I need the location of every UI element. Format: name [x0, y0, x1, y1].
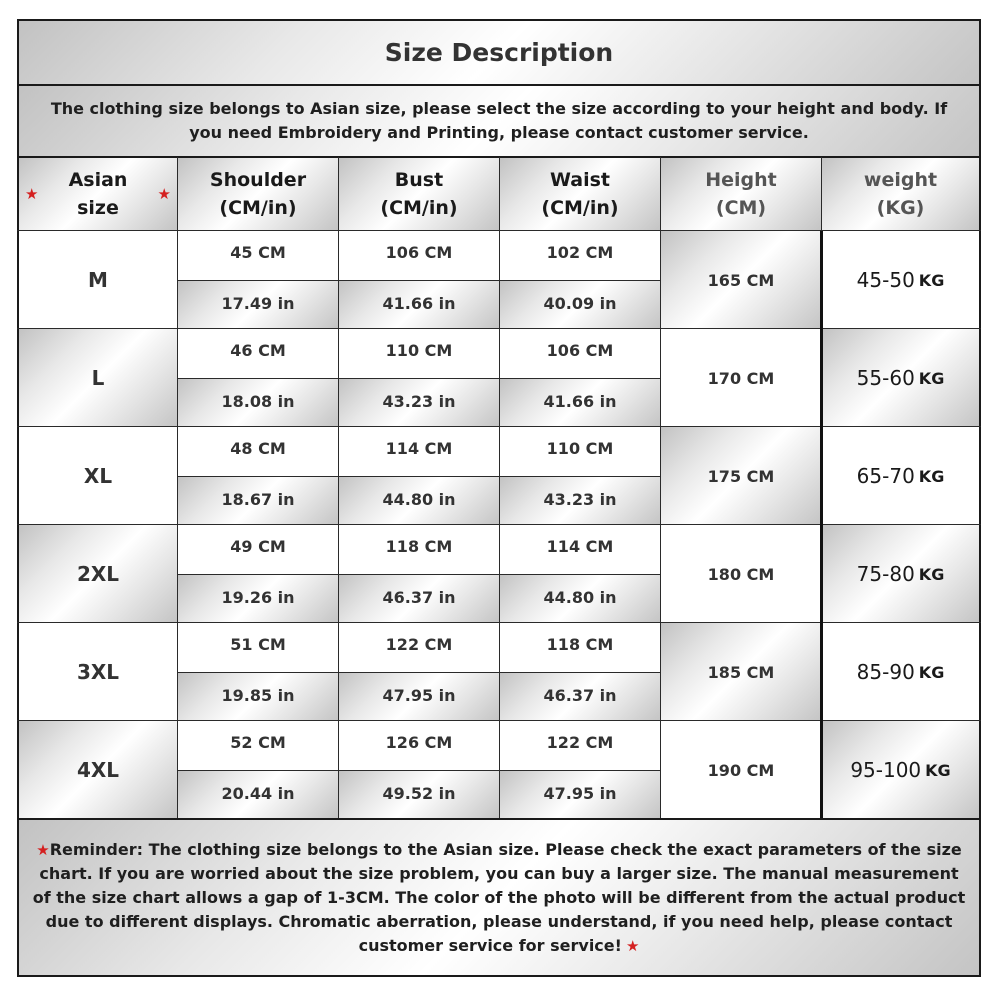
header-shoulder [178, 158, 338, 230]
size-label: XL [19, 427, 177, 525]
bust-in: 43.23 in [339, 378, 499, 427]
weight-range: 45-50 [856, 268, 915, 292]
reminder-text: Reminder: The clothing size belongs to the Asian size. Please check the exact parameters of the size chart. If you are worried about the size problem, you can buy a larger size. The manual measurement of the size chart allows a gap of 1-3CM. The color of the photo will be different from the actual product due to different displays. Chromatic aberration, please understand, if you need help, please contact customer service for service! [32, 839, 966, 955]
bust-cm: 106 CM [339, 231, 499, 280]
bust-in: 41.66 in [339, 280, 499, 329]
header-shoulder-label: Shoulder [209, 169, 307, 191]
weight-value [822, 525, 979, 623]
header-weight-unit: (KG) [876, 197, 925, 219]
shoulder-cm: 49 CM [178, 525, 338, 574]
column-divider [499, 157, 500, 819]
weight-range: 55-60 [856, 366, 915, 390]
header-height-unit: (CM) [715, 197, 767, 219]
waist-in: 44.80 in [500, 574, 660, 623]
height-value: 170 CM [661, 329, 821, 427]
star-icon: ★ [25, 185, 39, 203]
header-bust-label: Bust [394, 169, 444, 191]
header-bust-unit: (CM/in) [380, 197, 458, 219]
shoulder-cm: 48 CM [178, 427, 338, 476]
bust-in: 49.52 in [339, 770, 499, 819]
column-divider [821, 157, 822, 231]
waist-cm: 110 CM [500, 427, 660, 476]
bust-cm: 110 CM [339, 329, 499, 378]
weight-value [822, 329, 979, 427]
shoulder-in: 18.67 in [178, 476, 338, 525]
header-bust [339, 158, 499, 230]
weight-range: 65-70 [856, 464, 915, 488]
size-label: 4XL [19, 721, 177, 819]
bust-cm: 126 CM [339, 721, 499, 770]
waist-cm: 122 CM [500, 721, 660, 770]
size-label: M [19, 231, 177, 329]
column-divider [660, 157, 661, 819]
shoulder-cm: 52 CM [178, 721, 338, 770]
bust-cm: 118 CM [339, 525, 499, 574]
waist-in: 43.23 in [500, 476, 660, 525]
weight-unit: KG [918, 270, 945, 290]
header-weight-label: weight [863, 169, 938, 191]
bust-in: 46.37 in [339, 574, 499, 623]
star-icon: ★ [36, 840, 50, 859]
half-divider [178, 672, 660, 673]
header-shoulder-unit: (CM/in) [219, 197, 297, 219]
reminder-box [19, 820, 979, 975]
waist-cm: 118 CM [500, 623, 660, 672]
weight-unit: KG [918, 662, 945, 682]
header-height [661, 158, 821, 230]
waist-in: 46.37 in [500, 672, 660, 721]
shoulder-cm: 46 CM [178, 329, 338, 378]
weight-value [822, 623, 979, 721]
weight-range: 85-90 [856, 660, 915, 684]
size-label: 2XL [19, 525, 177, 623]
header-waist [500, 158, 660, 230]
waist-in: 41.66 in [500, 378, 660, 427]
bust-cm: 122 CM [339, 623, 499, 672]
weight-value [822, 231, 979, 329]
header-weight [822, 158, 979, 230]
half-divider [178, 378, 660, 379]
shoulder-cm: 51 CM [178, 623, 338, 672]
column-divider [820, 231, 823, 819]
chart-title: Size Description [19, 21, 979, 84]
height-value: 180 CM [661, 525, 821, 623]
half-divider [178, 574, 660, 575]
bust-cm: 114 CM [339, 427, 499, 476]
waist-cm: 106 CM [500, 329, 660, 378]
intro-text: The clothing size belongs to Asian size, please select the size according to your height and body. If you need Embroidery and Printing, please contact customer service. [19, 86, 979, 156]
weight-range: 95-100 [850, 758, 922, 782]
height-value: 185 CM [661, 623, 821, 721]
star-icon: ★ [625, 936, 640, 955]
half-divider [178, 770, 660, 771]
shoulder-in: 17.49 in [178, 280, 338, 329]
bust-in: 44.80 in [339, 476, 499, 525]
shoulder-in: 20.44 in [178, 770, 338, 819]
size-label: 3XL [19, 623, 177, 721]
height-value: 165 CM [661, 231, 821, 329]
header-waist-unit: (CM/in) [541, 197, 619, 219]
shoulder-in: 19.26 in [178, 574, 338, 623]
waist-in: 40.09 in [500, 280, 660, 329]
waist-cm: 102 CM [500, 231, 660, 280]
height-value: 175 CM [661, 427, 821, 525]
header-height-label: Height [705, 169, 777, 191]
weight-value [822, 721, 979, 819]
weight-unit: KG [918, 466, 945, 486]
reminder-text-block [29, 838, 969, 958]
waist-cm: 114 CM [500, 525, 660, 574]
size-label: L [19, 329, 177, 427]
half-divider [178, 280, 660, 281]
weight-value [822, 427, 979, 525]
column-divider [338, 157, 339, 819]
weight-unit: KG [918, 564, 945, 584]
header-asian-size-label: Asian size [68, 169, 128, 219]
shoulder-in: 19.85 in [178, 672, 338, 721]
half-divider [178, 476, 660, 477]
shoulder-in: 18.08 in [178, 378, 338, 427]
weight-unit: KG [925, 760, 951, 780]
star-icon: ★ [157, 185, 171, 203]
weight-range: 75-80 [856, 562, 915, 586]
shoulder-cm: 45 CM [178, 231, 338, 280]
height-value: 190 CM [661, 721, 821, 819]
bust-in: 47.95 in [339, 672, 499, 721]
column-divider [177, 157, 178, 819]
header-waist-label: Waist [549, 169, 610, 191]
weight-unit: KG [918, 368, 945, 388]
waist-in: 47.95 in [500, 770, 660, 819]
header-asian-size [19, 158, 177, 230]
